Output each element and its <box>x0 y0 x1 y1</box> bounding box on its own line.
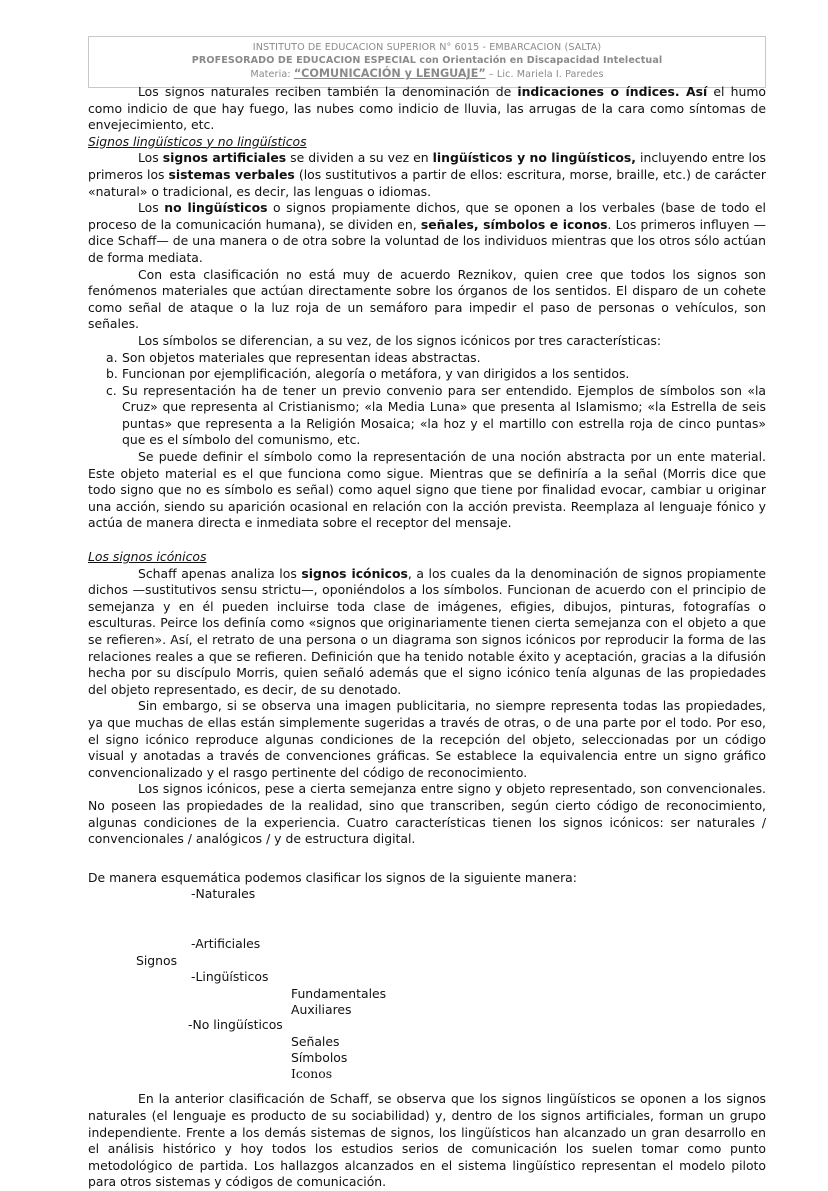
spacer <box>88 532 766 549</box>
document-body <box>88 84 766 1191</box>
list-item <box>88 350 766 367</box>
list-marker: a. <box>106 349 118 365</box>
list-marker: b. <box>106 366 118 382</box>
header-subject-line <box>95 67 759 81</box>
p1-bold-indicaciones: indicaciones o índices. Así <box>517 84 708 99</box>
caracteristicas-list <box>88 350 766 450</box>
p2-part-g: (los sustitutivos a partir de ellos: escritura, morse, braille, etc.) de carácter «natural» o tradicional, es decir, las lenguas o idiomas. <box>88 166 766 199</box>
header-subject-prefix: Materia: <box>250 69 294 81</box>
header-subject-name: “COMUNICACIÓN y LENGUAJE” <box>293 67 486 81</box>
p7-part-c: , a los cuales da la denominación de signos propiamente dichos —sustitutivos sensu strictu—, oponiéndolos a los símbolos. Funcionan de acuerdo con el principio de semejanza y en él pueden incluirse toda clase de imágenes, efigies, dibujos, pinturas, fotografías o esculturas. Peirce los definía como «signos que originariamente tienen cierta semejanza con el objeto a que se refieren». Así, el retrato de una persona o un diagrama son signos icónicos por reproducir la forma de las relaciones reales a que se refieren. Definición que ha tenido notable éxito y aceptación, gracias a la difusión hecha por su discípulo Morris, quien señaló además que el signo icónico tenía algunas de las propiedades del objeto representado, es decir, de su denotado. <box>88 565 766 697</box>
p2-part-a: Los <box>138 150 163 166</box>
p2-part-e: incluyendo entre los primeros los <box>88 150 766 182</box>
tree-node-signos: Signos <box>136 953 178 969</box>
paragraph-conclusion: En la anterior clasificación de Schaff, se observa que los signos lingüísticos se oponen a los signos naturales (el lenguaje es producto de su sociabilidad) y, dentro de los signos artificiales, forman un grupo independiente. Frente a los demás sistemas de signos, los lingüísticos han alcanzado un gran desarrollo en el análisis histórico y hoy todos los estudios serios de comunicación los suelen tomar como punto metodológico de partida. Los hallazgos alcanzados en el sistema lingüístico representan el modelo piloto para otros sistemas y códigos de comunicación. <box>88 1091 766 1190</box>
list-item <box>88 383 766 449</box>
paragraph-reznikov: Con esta clasificación no está muy de acuerdo Reznikov, quien cree que todos los signos son fenómenos materiales que actúan directamente sobre los órganos de los sentidos. El disparo de un cohete como señal de ataque o la luz roja de un semáforo para impedir el paso de personas o vehículos, son señales. <box>88 266 766 332</box>
p2-bold-linguisticos: lingüísticos y no lingüísticos, <box>432 150 637 166</box>
paragraph-convencionales: Los signos icónicos, pese a cierta semejanza entre signo y objeto representado, son convencionales. No poseen las propiedades de la realidad, sino que transcriben, según cierto código de reconocimiento, algunas condiciones de la experiencia. Cuatro características tienen los signos icónicos: ser naturales / convencionales / analógicos / y de estructura digital. <box>88 781 766 847</box>
subheading-signos-linguisticos: Signos lingüísticos y no lingüísticos <box>88 133 307 149</box>
list-item <box>88 366 766 383</box>
tree-node-naturales: -Naturales <box>191 886 256 902</box>
signos-classification-diagram <box>88 886 766 1091</box>
p3-part-e: . Los primeros influyen —dice Schaff— de una manera o de otra sobre la voluntad de los individuos mientras que los otros sólo actúan de forma mediata. <box>88 216 767 265</box>
tree-node-iconos: Iconos <box>291 1066 333 1082</box>
list-marker: c. <box>106 382 117 398</box>
p3-bold-senales-simbolos-iconos: señales, símbolos e iconos <box>420 216 608 232</box>
p2-bold-signos-artificiales: signos artificiales <box>162 150 287 166</box>
paragraph-definicion-simbolo: Se puede definir el símbolo como la representación de una noción abstracta por un ente material. Este objeto material es el que funciona como sigue. Mientras que se definiría a la señal (Morris dice que todo signo que no es símbolo es señal) como aquel signo que tiene por finalidad evocar, cambiar u originar una acción, siendo su aparición ocasional en relación con la acción prevista. Reemplaza al lenguaje fónico y actúa de manera directa e inmediata sobre el receptor del mensaje. <box>88 449 766 531</box>
paragraph-esquema-intro: De manera esquemática podemos clasificar los signos de la siguiente manera: <box>88 869 577 885</box>
header-program-line: PROFESORADO DE EDUCACION ESPECIAL con Orientación en Discapacidad Intelectual <box>191 55 663 67</box>
spacer <box>88 848 766 870</box>
p1-part-a: Los signos naturales reciben también la denominación de <box>138 84 518 99</box>
tree-node-fundamentales: Fundamentales <box>291 986 387 1002</box>
list-item-text: Su representación ha de tener un previo convenio para ser entendido. Ejemplos de símbolos son «la Cruz» que representa al Cristianismo; «la Media Luna» que presenta al Islamismo; «la Estrella de seis puntas» que representa a la Religión Mosaica; «la hoz y el martillo con estrella roja de cinco puntas» que es el símbolo del comunismo, etc. <box>122 382 766 448</box>
p2-bold-sistemas-verbales: sistemas verbales <box>168 166 295 182</box>
p7-bold-signos-iconicos: signos icónicos <box>301 565 408 581</box>
header-subject-teacher: – Lic. Mariela I. Paredes <box>485 69 604 81</box>
p3-part-c: o signos propiamente dichos, que se oponen a los verbales (base de todo el proceso de la comunicación humana), se dividen en, <box>88 200 766 232</box>
p2-part-c: se dividen a su vez en <box>286 150 433 166</box>
tree-node-senales: Señales <box>291 1034 340 1050</box>
paragraph-signos-artificiales <box>88 150 766 200</box>
p3-part-a: Los <box>138 200 165 216</box>
paragraph-signos-naturales <box>88 84 766 134</box>
paragraph-schaff-iconicos <box>88 566 766 699</box>
p1-part-c: el humo como indicio de que hay fuego, las nubes como indicio de lluvia, las arrugas de la cara como síntomas de envejecimiento, etc. <box>88 84 766 133</box>
institution-header-box <box>88 36 766 88</box>
list-item-text: Funcionan por ejemplificación, alegoría o metáfora, y van dirigidos a los sentidos. <box>122 366 630 382</box>
paragraph-no-linguisticos <box>88 200 766 266</box>
tree-node-artificiales: -Artificiales <box>191 936 261 952</box>
p3-bold-no-linguisticos: no lingüísticos <box>164 200 268 216</box>
paragraph-simbolos-caracteristicas: Los símbolos se diferencian, a su vez, de los signos icónicos por tres características: <box>138 332 662 348</box>
tree-node-auxiliares: Auxiliares <box>291 1002 352 1018</box>
tree-node-linguisticos: -Lingüísticos <box>191 969 269 985</box>
list-item-text: Son objetos materiales que representan ideas abstractas. <box>122 349 481 365</box>
tree-node-simbolos: Símbolos <box>291 1050 348 1066</box>
tree-node-no-linguisticos: -No lingüísticos <box>188 1017 283 1033</box>
subheading-signos-iconicos: Los signos icónicos <box>88 549 207 565</box>
paragraph-imagen-publicitaria: Sin embargo, si se observa una imagen publicitaria, no siempre representa todas las propiedades, ya que muchas de ellas están simplemente sugeridas a través de otras, o de una parte por el todo. Por eso, el signo icónico reproduce algunas condiciones de la recepción del objeto, seleccionadas por un código visual y anotadas a través de convenciones gráficas. Se establece la equivalencia entre un signo gráfico convencionalizado y el rasgo pertinente del código de reconocimiento. <box>88 698 766 780</box>
p7-part-a: Schaff apenas analiza los <box>138 565 302 581</box>
header-institution-line: INSTITUTO DE EDUCACION SUPERIOR N° 6015 - EMBARCACION (SALTA) <box>252 42 602 53</box>
